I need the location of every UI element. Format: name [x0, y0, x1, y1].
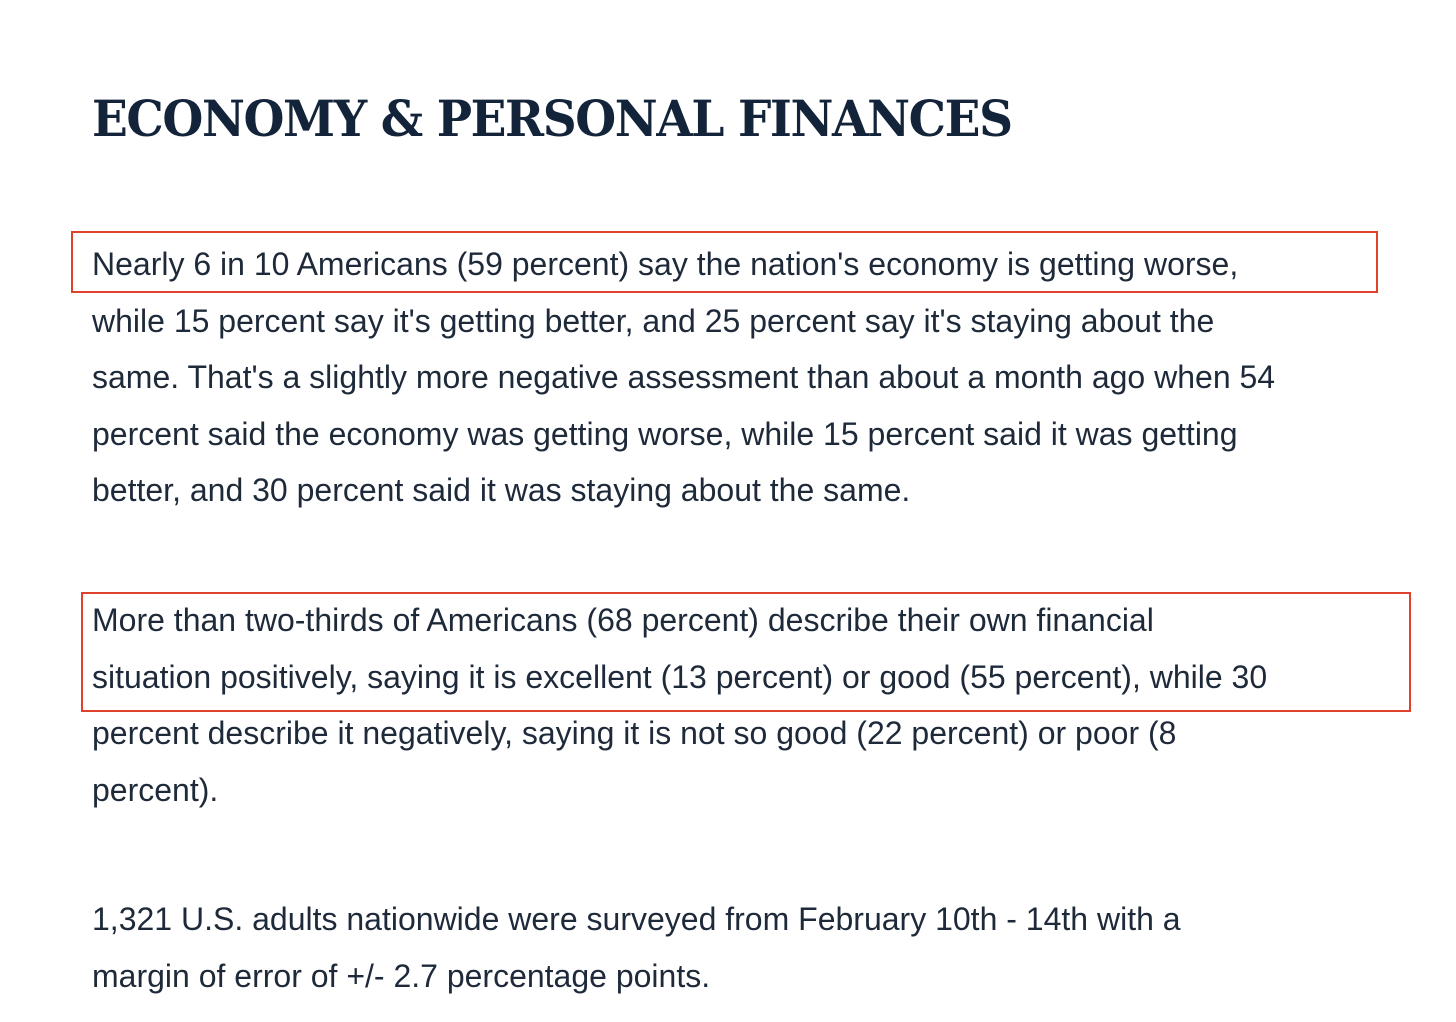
paragraph-line: same. That's a slightly more negative assessment than about a month ago when 54 [92, 359, 1276, 395]
paragraph-line: situation positively, saying it is excellent (13 percent) or good (55 percent), while 30 [92, 658, 1268, 695]
paragraph-line: margin of error of +/- 2.7 percentage points. [92, 957, 711, 994]
paragraph-line: 1,321 U.S. adults nationwide were surveyed from February 10th - 14th with a [92, 901, 1181, 937]
paragraph-line: percent said the economy was getting worse, while 15 percent said it was getting [92, 415, 1238, 452]
section-heading: ECONOMY & PERSONAL FINANCES [92, 89, 1012, 148]
paragraph-line: percent). [92, 771, 219, 808]
paragraph-economy-outlook [92, 236, 1412, 519]
paragraph-line: percent describe it negatively, saying it is not so good (22 percent) or poor (8 [92, 715, 1177, 751]
paragraph-personal-finances [92, 592, 1412, 818]
paragraph-line: while 15 percent say it's getting better, and 25 percent say it's staying about the [92, 302, 1215, 339]
paragraph-line: More than two-thirds of Americans (68 percent) describe their own financial [92, 602, 1154, 638]
paragraph-methodology [92, 891, 1412, 1004]
paragraph-line: better, and 30 percent said it was staying about the same. [92, 472, 911, 508]
paragraph-line: Nearly 6 in 10 Americans (59 percent) say the nation's economy is getting worse, [92, 246, 1239, 282]
